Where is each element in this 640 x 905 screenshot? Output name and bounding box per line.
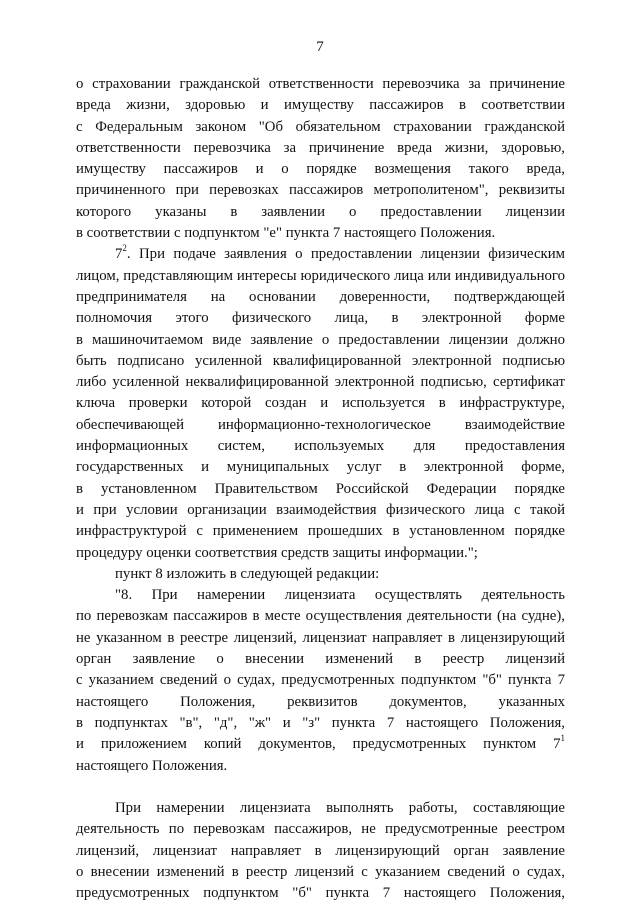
- text-line: [76, 521, 565, 542]
- text-line: [76, 95, 565, 116]
- text-line-content: и при условии организации взаимодействия физического лица с такой: [76, 501, 565, 518]
- text-line: [76, 457, 565, 478]
- text-line: [76, 734, 565, 755]
- text-line: [76, 500, 565, 521]
- text-line-content: орган заявление о внесении изменений в реестр лицензий: [76, 651, 565, 668]
- superscript: 1: [560, 733, 565, 744]
- text-line: [76, 479, 565, 500]
- text-line-content: государственных и муниципальных услуг в электронной форме,: [76, 459, 565, 476]
- text-line: [76, 372, 565, 393]
- text-line: [76, 564, 565, 585]
- text-line: [76, 330, 565, 351]
- text-line-content: информационных систем, используемых для предоставления: [76, 438, 565, 455]
- text-line-content: инфраструктурой с применением прошедших в установленном порядке: [76, 523, 565, 540]
- blank-line: [76, 777, 565, 798]
- text-line: [76, 798, 565, 819]
- text-line-content: 7: [115, 246, 123, 263]
- text-line: [76, 393, 565, 414]
- text-line: [76, 287, 565, 308]
- text-line: [76, 244, 565, 265]
- text-line-content: с Федеральным законом "Об обязательном страховании гражданской: [76, 118, 565, 135]
- text-line-content: ключа проверки которой создан и используется в инфраструктуре,: [76, 395, 565, 412]
- text-line-content: быть подписано усиленной квалифицированной электронной подписью: [76, 352, 565, 369]
- text-line-content: о страховании гражданской ответственности перевозчика за причинение: [76, 76, 565, 92]
- text-line-content: обеспечивающей информационно-технологическое взаимодействие: [76, 416, 565, 433]
- text-line-content: предпринимателя на основании доверенности, подтверждающей: [76, 288, 565, 305]
- text-line: [76, 308, 565, 329]
- text-line: [76, 543, 565, 564]
- text-line-rest: . При подаче заявления о предоставлении лицензии физическим: [126, 246, 565, 263]
- text-line-content: лицом, представляющим интересы юридического лица или индивидуального: [76, 267, 565, 284]
- text-line: [76, 585, 565, 606]
- text-line: [76, 351, 565, 372]
- text-line: [76, 628, 565, 649]
- text-line: [76, 117, 565, 138]
- text-line-content: о внесении изменений в реестр лицензий с указанием сведений о судах,: [76, 863, 565, 880]
- text-line: [76, 756, 565, 777]
- text-line: [76, 415, 565, 436]
- text-line-content: по перевозкам пассажиров в месте осуществления деятельности (на судне),: [76, 608, 565, 625]
- page-number: 7: [316, 39, 324, 55]
- text-line-content: предусмотренных подпунктом "б" пункта 7 настоящего Положения,: [76, 885, 565, 902]
- document-body: [76, 74, 565, 905]
- text-line: [76, 138, 565, 159]
- text-line-content: настоящего Положения.: [76, 757, 228, 774]
- text-line-content: ответственности перевозчика за причинение вреда жизни, здоровью,: [76, 139, 565, 156]
- text-line: [76, 436, 565, 457]
- text-line: [76, 692, 565, 713]
- text-line-content: с указанием сведений о судах, предусмотренных подпунктом "б" пункта 7: [76, 672, 565, 689]
- text-line-content: в машиночитаемом виде заявление о предоставлении лицензии должно: [76, 331, 565, 348]
- text-line-content: "8. При намерении лицензиата осуществлять деятельность: [115, 587, 565, 604]
- text-line-content: процедуру оценки соответствия средств защиты информации.";: [76, 544, 478, 561]
- text-line: [76, 180, 565, 201]
- text-line-content: имуществу пассажиров и о порядке возмещения такого вреда,: [76, 161, 565, 178]
- text-line-content: в соответствии с подпунктом "е" пункта 7 настоящего Положения.: [76, 225, 496, 242]
- superscript: 2: [122, 243, 127, 254]
- text-line-content: полномочия этого физического лица, в электронной форме: [76, 310, 565, 327]
- text-line-content: либо усиленной неквалифицированной электронной подписью, сертификат: [76, 374, 565, 391]
- text-line: [76, 713, 565, 734]
- text-line: [76, 266, 565, 287]
- text-line: [76, 606, 565, 627]
- text-line-content: настоящего Положения, реквизитов документов, указанных: [76, 693, 565, 710]
- text-line: [76, 819, 565, 840]
- text-line: [76, 223, 565, 244]
- text-line-content: которого указаны в заявлении о предоставлении лицензии: [76, 203, 565, 220]
- text-line-content: деятельность по перевозкам пассажиров, не предусмотренные реестром: [76, 821, 565, 838]
- text-line-content: лицензий, лицензиат направляет в лицензирующий орган заявление: [76, 842, 565, 859]
- text-line: [76, 649, 565, 670]
- text-line-content: в подпунктах "в", "д", "ж" и "з" пункта 7 настоящего Положения,: [76, 714, 565, 731]
- text-line-content: не указанном в реестре лицензий, лицензиат направляет в лицензирующий: [76, 629, 565, 646]
- text-line-content: вреда жизни, здоровью и имуществу пассажиров в соответствии: [76, 97, 565, 114]
- text-line-content: и приложением копий документов, предусмотренных пунктом 7: [76, 736, 561, 753]
- text-line-content: в установленном Правительством Российской Федерации порядке: [76, 480, 565, 497]
- text-line: [76, 883, 565, 904]
- text-line-content: причиненного при перевозках пассажиров метрополитеном", реквизиты: [76, 182, 565, 199]
- text-line: [76, 202, 565, 223]
- text-line: [76, 841, 565, 862]
- text-line-content: При намерении лицензиата выполнять работы, составляющие: [115, 800, 565, 817]
- text-line: [76, 159, 565, 180]
- text-line-content: пункт 8 изложить в следующей редакции:: [115, 565, 380, 582]
- text-line: [76, 862, 565, 883]
- text-line: [76, 74, 565, 95]
- text-line: [76, 670, 565, 691]
